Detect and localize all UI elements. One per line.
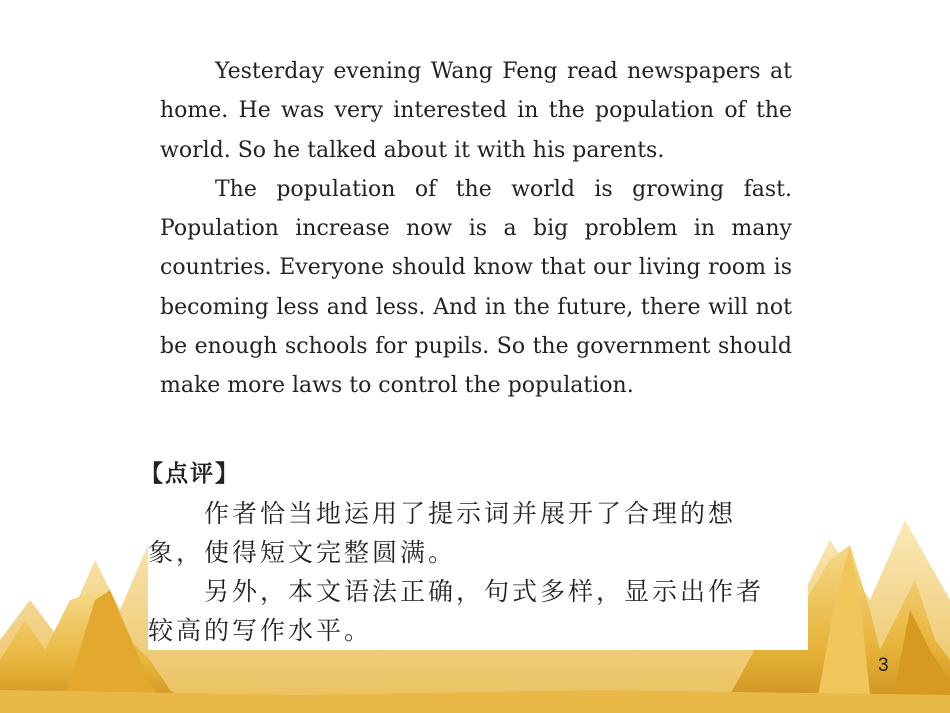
english-passage <box>160 52 792 406</box>
passage-paragraph-1: Yesterday evening Wang Feng read newspapers at home. He was very interested in the population of the world. So he talked about it with his parents. <box>160 59 792 163</box>
passage-paragraph-2: The population of the world is growing fast. Population increase now is a big problem in many countries. Everyone should know that our living room is becoming less and less. And in the future, there will not be enough schools for pupils. So the government should make more laws to control the population. <box>160 176 792 399</box>
comment-body <box>148 494 788 650</box>
page-number: 3 <box>878 655 889 676</box>
comment-paragraph-2: 另外，本文语法正确，句式多样，显示出作者较高的写作水平。 <box>148 577 765 645</box>
comment-heading: 【点评】 <box>140 461 240 487</box>
comment-paragraph-1: 作者恰当地运用了提示词并展开了合理的想象，使得短文完整圆满。 <box>148 499 737 567</box>
